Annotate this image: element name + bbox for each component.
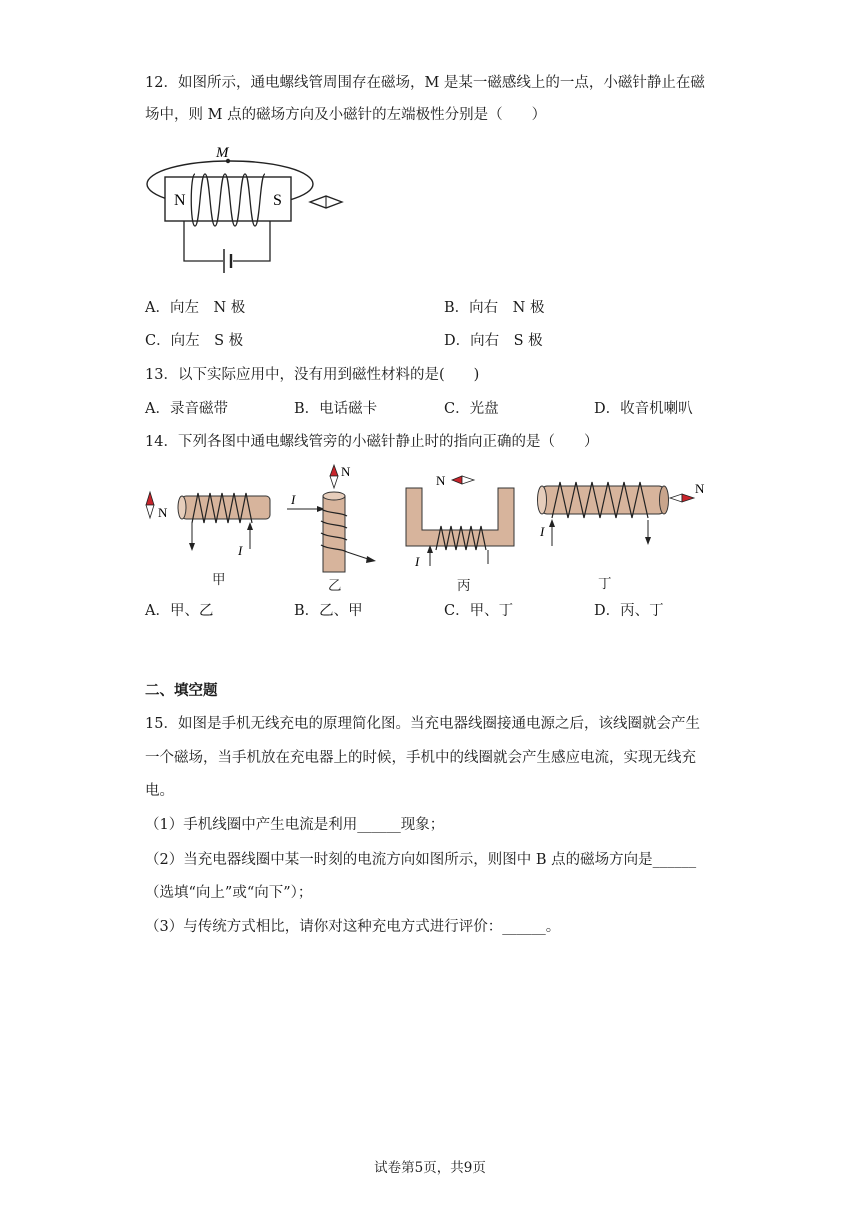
q14-figure-jia — [140, 485, 280, 565]
q12-label-n: N — [174, 192, 186, 209]
q12-stem-line1: 12．如图所示，通电螺线管周围存在磁场，M 是某一磁感线上的一点，小磁针静止在磁 — [145, 75, 705, 91]
q14-caption-yi: 乙 — [328, 578, 342, 594]
q14-option-c[interactable]: C．甲、丁 — [444, 603, 514, 619]
jia-label-n: N — [158, 505, 168, 520]
q13-option-c[interactable]: C．光盘 — [444, 401, 499, 417]
q14-figure-yi — [285, 462, 385, 574]
q13-stem: 13．以下实际应用中，没有用到磁性材料的是( ) — [145, 367, 480, 383]
q14-option-b[interactable]: B．乙、甲 — [294, 603, 363, 619]
q12-label-m: M — [216, 145, 229, 161]
q15-stem-line1: 15．如图是手机无线充电的原理简化图。当充电器线圈接通电源之后，该线圈就会产生 — [145, 716, 700, 732]
q15-stem-line2: 一个磁场，当手机放在充电器上的时候，手机中的线圈就会产生感应电流，实现无线充 — [145, 750, 696, 766]
q14-option-d[interactable]: D．丙、丁 — [594, 603, 664, 619]
jia-compass-needle-icon — [146, 492, 154, 518]
q14-caption-jia: 甲 — [212, 572, 226, 588]
q15-sub2-line1: （2）当充电器线圈中某一时刻的电流方向如图所示，则图中 B 点的磁场方向是______ — [145, 852, 697, 868]
q14-stem: 14．下列各图中通电螺线管旁的小磁针静止时的指向正确的是（ ） — [145, 434, 599, 450]
q12-option-c[interactable]: C．向左 S 极 — [145, 333, 244, 349]
jia-label-i: I — [238, 543, 243, 558]
q12-solenoid-figure — [140, 140, 355, 280]
ding-label-i: I — [540, 524, 545, 539]
ding-compass-needle-icon — [670, 494, 694, 502]
q14-figure-ding — [530, 474, 710, 564]
q13-option-b[interactable]: B．电话磁卡 — [294, 401, 378, 417]
q12-option-a[interactable]: A．向左 N 极 — [145, 300, 246, 316]
q12-compass-needle-icon — [310, 196, 342, 208]
q15-sub1: （1）手机线圈中产生电流是利用______现象； — [145, 817, 445, 833]
q14-caption-ding: 丁 — [598, 576, 612, 592]
bing-label-n: N — [436, 473, 446, 488]
q12-option-d[interactable]: D．向右 S 极 — [444, 333, 543, 349]
q12-option-b[interactable]: B．向右 N 极 — [444, 300, 545, 316]
q12-stem-line2: 场中，则 M 点的磁场方向及小磁针的左端极性分别是（ ） — [145, 107, 547, 123]
q15-sub3: （3）与传统方式相比，请你对这种充电方式进行评价：______。 — [145, 919, 561, 935]
q15-sub2-line2: （选填“向上”或“向下”）； — [145, 885, 313, 901]
q15-stem-line3: 电。 — [145, 783, 174, 799]
yi-label-n: N — [341, 464, 351, 479]
q14-option-a[interactable]: A．甲、乙 — [145, 603, 214, 619]
section-heading-fill-blank: 二、填空题 — [145, 682, 218, 699]
q13-option-d[interactable]: D．收音机喇叭 — [594, 401, 693, 417]
page-footer: 试卷第5页，共9页 — [374, 1160, 486, 1176]
q14-caption-bing: 丙 — [457, 578, 471, 594]
yi-label-i: I — [291, 492, 296, 507]
bing-compass-needle-icon — [452, 476, 474, 484]
yi-compass-needle-icon — [330, 465, 338, 488]
q13-option-a[interactable]: A．录音磁带 — [145, 401, 228, 417]
bing-label-i: I — [415, 554, 420, 569]
q14-figure-bing — [400, 468, 525, 572]
ding-label-n: N — [695, 481, 705, 496]
q12-label-s: S — [273, 192, 282, 209]
